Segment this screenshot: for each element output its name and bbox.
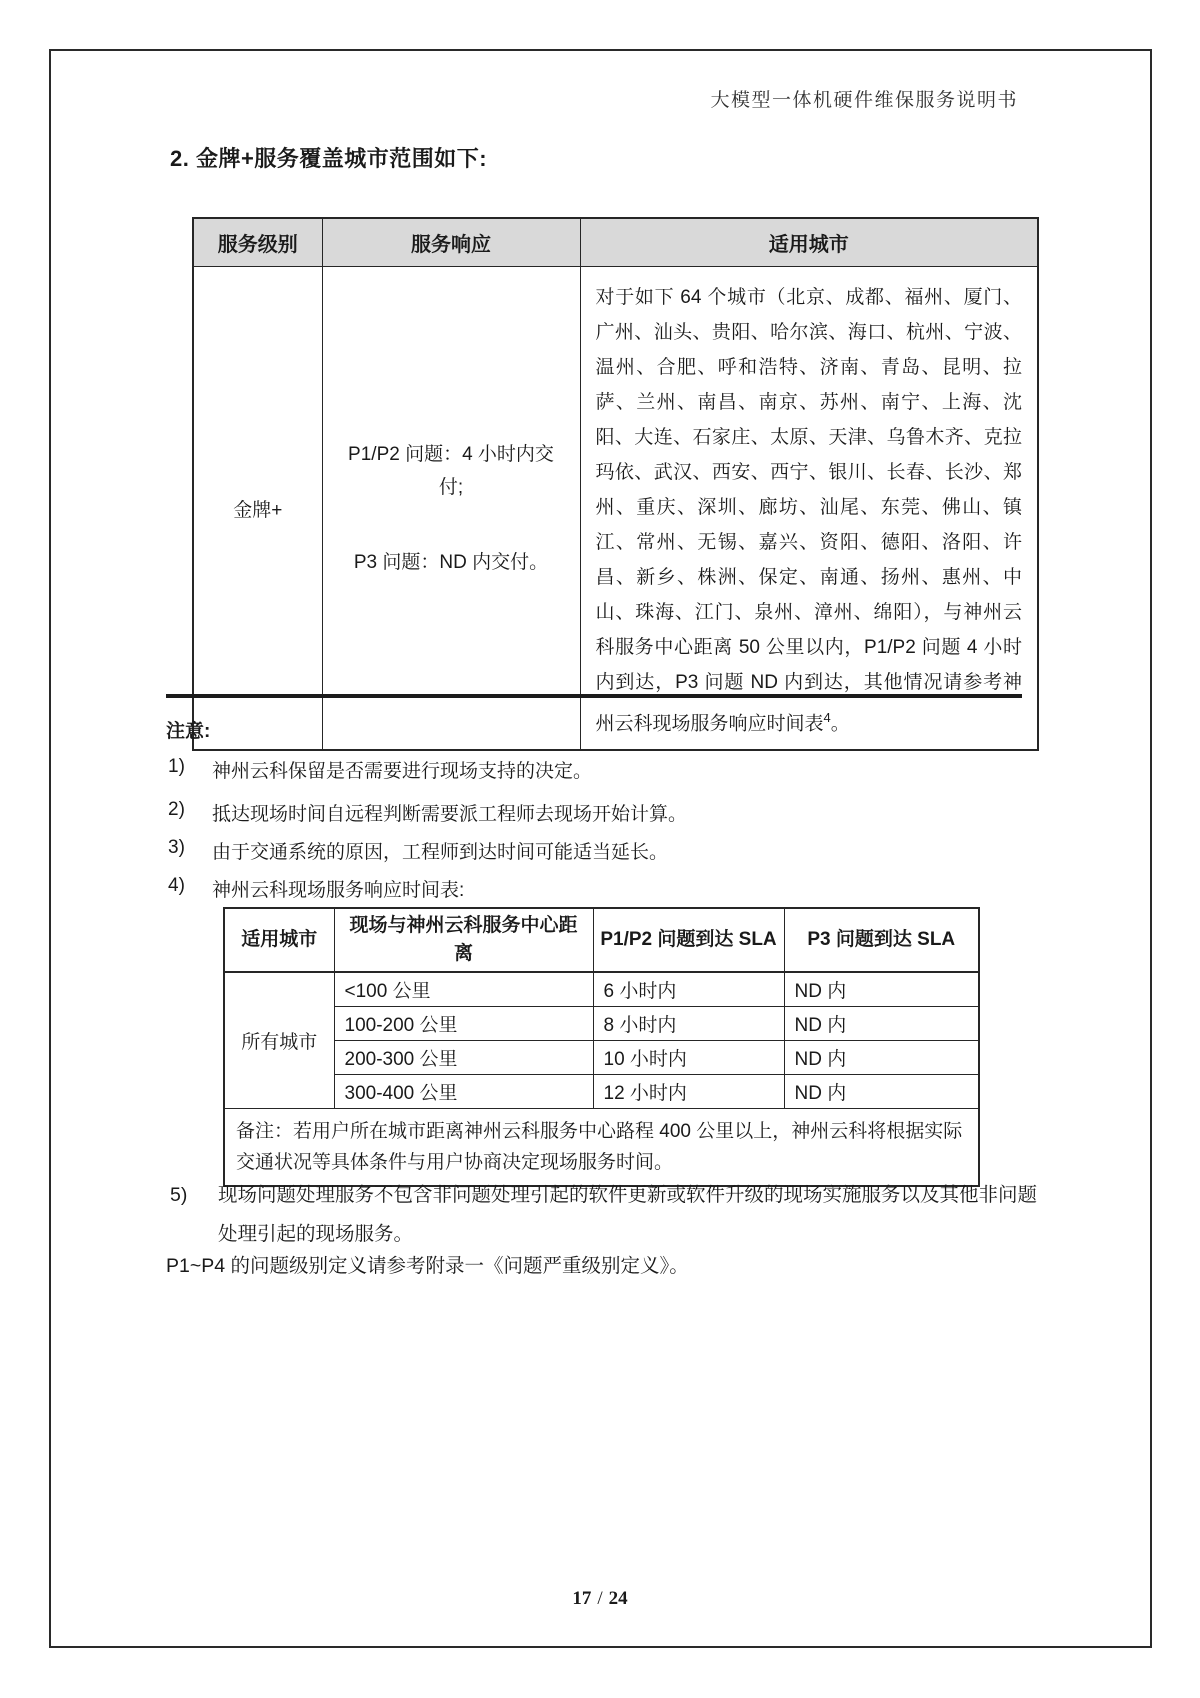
page-number-total: 24: [608, 1588, 628, 1609]
service-coverage-header-row: [193, 218, 1038, 267]
service-coverage-table: [192, 217, 1039, 751]
page-number-separator: /: [597, 1588, 603, 1609]
note-item-1-text: 神州云科保留是否需要进行现场支持的决定。: [212, 761, 593, 782]
p1p4-definition-note: P1~P4 的问题级别定义请参考附录一《问题严重级别定义》。: [166, 1255, 689, 1277]
note-item-2-number: 2): [168, 799, 185, 820]
p1p2-sla-cell: 12 小时内: [593, 1075, 784, 1109]
p3-sla-cell: ND 内: [784, 1041, 979, 1075]
distance-cell: 200-300 公里: [334, 1041, 593, 1075]
sla-remark-row: [224, 1109, 979, 1187]
p1p2-sla-cell: 10 小时内: [593, 1041, 784, 1075]
note-item-5: [170, 1176, 1038, 1254]
note-item-3-text: 由于交通系统的原因，工程师到达时间可能适当延长。: [212, 842, 669, 863]
sla-row-3: [224, 1041, 979, 1075]
p3-sla-cell: ND 内: [784, 1007, 979, 1041]
p1p2-sla-cell: 8 小时内: [593, 1007, 784, 1041]
response-time-table: [223, 907, 980, 1187]
col-header-applicable-cities: 适用城市: [580, 218, 1038, 267]
distance-cell: 300-400 公里: [334, 1075, 593, 1109]
col-header-p3-sla: P3 问题到达 SLA: [784, 908, 979, 972]
distance-cell: <100 公里: [334, 972, 593, 1007]
page-number-current: 17: [572, 1588, 592, 1609]
col-header-service-response: 服务响应: [322, 218, 580, 267]
service-level-cell: 金牌+: [193, 267, 322, 751]
distance-cell: 100-200 公里: [334, 1007, 593, 1041]
document-header-title: 大模型一体机硬件维保服务说明书: [710, 90, 1018, 111]
remark-cell: 备注：若用户所在城市距离神州云科服务中心路程 400 公里以上，神州云科将根据实际交通状况等具体条件与用户协商决定现场服务时间。: [224, 1109, 979, 1187]
sla-row-4: [224, 1075, 979, 1109]
note-item-1-number: 1): [168, 756, 185, 777]
cities-period: 。: [830, 713, 850, 735]
service-response-cell: [322, 267, 580, 751]
col-header-p1p2-sla: P1/P2 问题到达 SLA: [593, 908, 784, 972]
note-item-4-number: 4): [168, 875, 185, 896]
col-header-distance: 现场与神州云科服务中心距离: [334, 908, 593, 972]
p3-sla-cell: ND 内: [784, 1075, 979, 1109]
note-item-4-text: 神州云科现场服务响应时间表:: [212, 880, 465, 901]
note-item-3: [168, 837, 1038, 864]
section-divider-rule: [166, 694, 1022, 698]
notes-label: 注意:: [166, 721, 211, 742]
note-item-2: [168, 799, 1038, 826]
response-line-p3: P3 问题：ND 内交付。: [353, 551, 549, 573]
sla-row-2: [224, 1007, 979, 1041]
p1p2-sla-cell: 6 小时内: [593, 972, 784, 1007]
note-item-4: [168, 875, 1038, 902]
note-item-3-number: 3): [168, 837, 185, 858]
city-scope-cell: 所有城市: [224, 972, 334, 1109]
applicable-cities-cell: [580, 267, 1038, 751]
note-item-1: [168, 756, 1038, 783]
response-time-header-row: [224, 908, 979, 972]
response-line-p1p2: P1/P2 问题：4 小时内交付;: [348, 443, 554, 498]
sla-row-1: [224, 972, 979, 1007]
service-coverage-data-row: [193, 267, 1038, 751]
note-item-5-number: 5): [170, 1184, 188, 1206]
section-title: 2. 金牌+服务覆盖城市范围如下:: [170, 146, 488, 171]
cities-text: 对于如下 64 个城市（北京、成都、福州、厦门、广州、汕头、贵阳、哈尔滨、海口、杭州、宁波、温州、合肥、呼和浩特、济南、青岛、昆明、拉萨、兰州、南昌、南京、苏州、南宁、上海、沈阳、大连、石家庄、太原、天津、乌鲁木齐、克拉玛依、武汉、西安、西宁、银川、长春、长沙、郑州、重庆、深圳、廊坊、汕尾、东莞、佛山、镇江、常州、无锡、嘉兴、资阳、德阳、洛阳、许昌、新乡、株洲、保定、南通、扬州、惠州、中山、珠海、江门、泉州、漳州、绵阳），与神州云科服务中心距离 50 公里以内，P1/P2 问题 4 小时内到达，P3 问题 ND 内到达，其他情况请参考神州云科现场服务响应时间表: [595, 287, 1022, 735]
col-header-service-level: 服务级别: [193, 218, 322, 267]
footnote-ref-4: 4: [823, 710, 831, 725]
p3-sla-cell: ND 内: [784, 972, 979, 1007]
note-item-2-text: 抵达现场时间自远程判断需要派工程师去现场开始计算。: [212, 804, 688, 825]
col-header-applicable-city: 适用城市: [224, 908, 334, 972]
page-footer: [0, 1588, 1200, 1610]
note-item-5-text: 现场问题处理服务不包含非问题处理引起的软件更新或软件升级的现场实施服务以及其他非问题处理引起的现场服务。: [218, 1184, 1038, 1245]
